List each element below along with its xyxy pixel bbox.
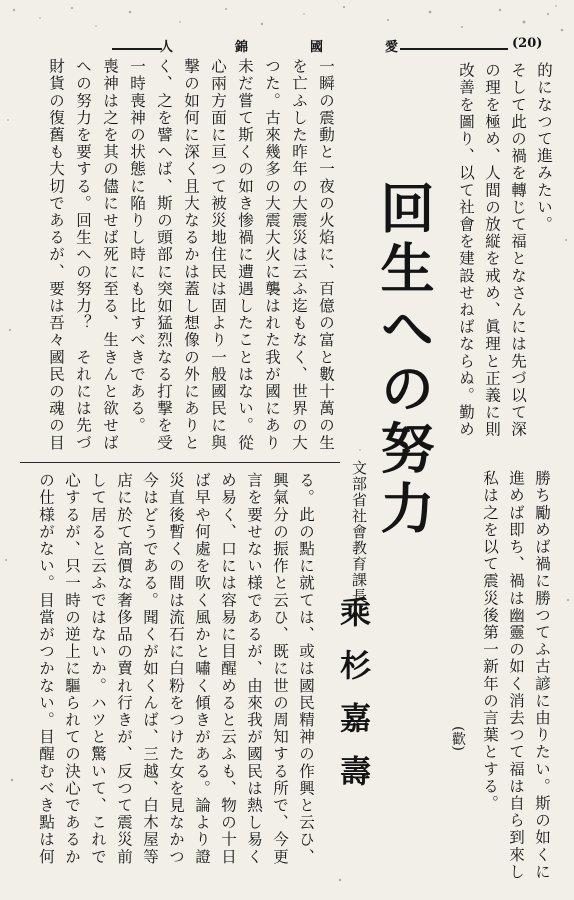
author-name: 乘杉嘉壽 [334, 596, 370, 808]
body-line: ば早や何處を吹く風かと嘯く傾きがある。論より證 [193, 472, 211, 866]
body-line: 未だ嘗て斯くの如き惨禍に遭遇したことはない。從 [236, 58, 254, 452]
header-title [160, 36, 400, 55]
prev-article-line: 私は之を以て震災後第一新年の言葉とする。 [481, 470, 499, 812]
prev-article-signature: (歡) [450, 726, 466, 751]
body-line: つた。古來幾多の大震大火に襲はれた我が國にあり [263, 58, 281, 452]
article-title: 回生への努力 [372, 180, 436, 540]
body-line: 一時喪神の状態に陥りし時にも比すべきである。 [128, 58, 146, 435]
header-char: 錦 [234, 40, 250, 55]
prev-article-line: 進めば即ち、禍は幽靈の如く消去つて福は自ら到來し [507, 470, 525, 881]
page-number: (20) [512, 36, 543, 51]
body-line: 一瞬の震動と一夜の火焰に、百億の富と數十萬の生 [317, 58, 335, 452]
body-line: して居ると云ふではないか。ハツと驚いて、これで [89, 472, 107, 866]
body-line: 興氣分の振作と云ひ、既に世の周知する所で、今更 [271, 472, 289, 866]
header-char: 國 [309, 40, 325, 55]
body-line: る。此の點に就ては、或は國民精神の作興と云ひ、 [297, 472, 315, 866]
body-line: 心兩方面に亘つて被災地住民は固より一般國民に與 [209, 58, 227, 452]
prev-article-line: 改善を圖り、以て社會を建設せねばならぬ。勤め [457, 62, 475, 439]
prev-article-line: そして此の禍を轉じて福となさんには先づ以て深 [509, 62, 527, 439]
prev-article-line: 的になつて進みたい。 [535, 62, 553, 233]
body-line: 心するが、只一時の逆上に驅られての決心であるか [63, 472, 81, 866]
body-line: 言を要せない様であるが、由來我が國民は熱し易く [245, 472, 263, 866]
header-char: 人 [160, 40, 176, 55]
body-line: 喪神は之を其の儘にせば死に至る、生きんと欲せば [101, 58, 119, 452]
body-line: 災直後暫くの間は流石に白粉をつけた女を見なかつ [167, 472, 185, 866]
body-line: 撃の如何に深く且大なるかは蓋し想像の外にありと [182, 58, 200, 452]
prev-article-line: の理を極め、人間の放縦を戒め、眞理と正義に則 [483, 62, 501, 439]
header-char: 愛 [384, 40, 400, 55]
body-line: の仕様がない。目當がつかない。目醒むべき點は何 [37, 472, 55, 866]
prev-article-line: 勝ち勵めば禍に勝つてふ古諺に由りたい。斯の如くに [533, 470, 551, 881]
body-line: く、之を譬へば、斯の頭部に突如猛烈なる打撃を受 [155, 58, 173, 452]
body-line: 店に於て高價な奢侈品の賣れ行きが、反つて震災前 [115, 472, 133, 866]
body-line: を亡ふした昨年の大震災は云ふ迄もなく、世界の大 [290, 58, 308, 452]
author-title: 文部省社會教育課長 [350, 460, 368, 604]
body-line: への努力を要する。回生への努力？ それには先づ [74, 58, 92, 452]
body-line: 財貨の復舊も大切であるが、要は吾々國民の魂の目 [47, 58, 65, 452]
header-rule-right [400, 48, 508, 50]
section-divider [20, 462, 340, 463]
body-line: め易く、口には容易に目醒めると云ふも、物の十日 [219, 472, 237, 866]
body-line: 今はどうである。聞くが如くんば、三越、白木屋等 [141, 472, 159, 866]
header-rule-left [112, 48, 162, 50]
